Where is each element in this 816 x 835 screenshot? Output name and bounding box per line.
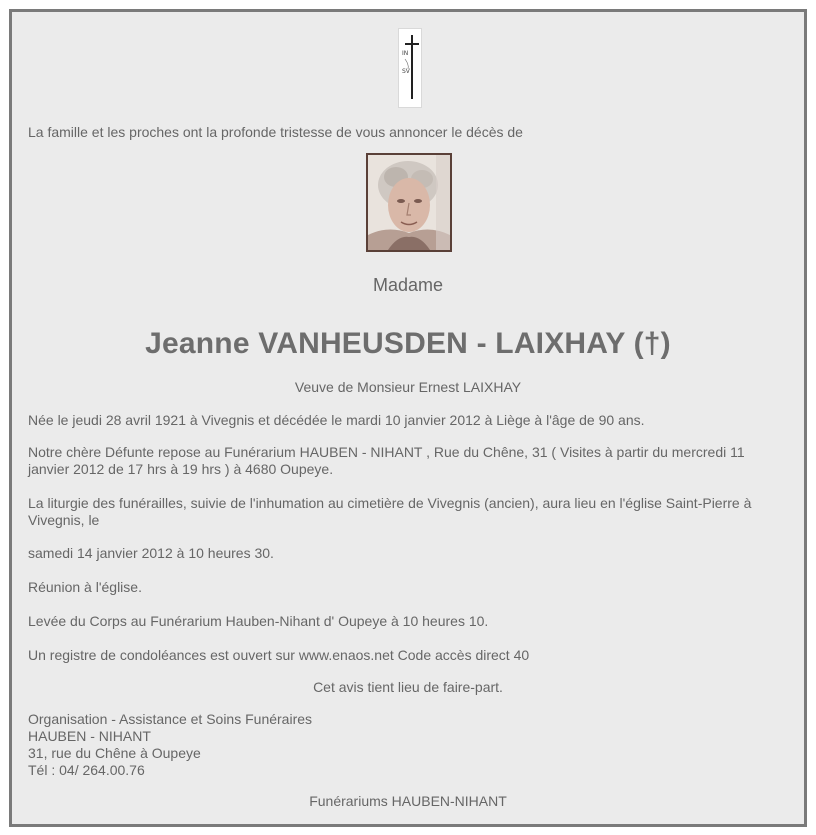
obituary-content	[12, 12, 804, 824]
salutation: Madame	[372, 275, 444, 295]
notice-text: Cet avis tient lieu de faire-part.	[313, 679, 503, 695]
widow-of-text: Veuve de Monsieur Ernest LAIXHAY	[294, 379, 522, 395]
rest-place-text: Notre chère Défunte repose au Funérarium HAUBEN - NIHANT , Rue du Chêne, 31 ( Visites à partir du mercredi 11 janvier 2012 de 17 hrs à 19 hrs ) à 4680 Oupeye.	[28, 444, 745, 477]
organisation-line-4: Tél : 04/ 264.00.76	[28, 762, 145, 778]
footer-text: Funérariums HAUBEN-NIHANT	[309, 793, 507, 809]
obituary-frame	[9, 9, 807, 827]
ceremony-date-text: samedi 14 janvier 2012 à 10 heures 30.	[28, 545, 274, 561]
portrait-graphic	[368, 155, 450, 250]
symbol-initials-bottom: SV	[402, 68, 410, 75]
organisation-line-1: Organisation - Assistance et Soins Funéraires	[28, 711, 313, 727]
symbol-initials-top: IN	[402, 50, 409, 57]
birth-death-text: Née le jeudi 28 avril 1921 à Vivegnis et décédée le mardi 10 janvier 2012 à Liège à l'âge de 90 ans.	[28, 412, 645, 428]
deceased-name: Jeanne VANHEUSDEN - LAIXHAY (†)	[145, 327, 671, 360]
cross-symbol-icon	[398, 28, 422, 108]
organisation-block	[28, 711, 788, 779]
organisation-line-2: HAUBEN - NIHANT	[28, 728, 151, 744]
meeting-text: Réunion à l'église.	[28, 579, 142, 595]
intro-text: La famille et les proches ont la profonde tristesse de vous annoncer le décès de	[28, 124, 523, 140]
portrait-photo	[366, 153, 452, 252]
condolence-register-text: Un registre de condoléances est ouvert sur www.enaos.net Code accès direct 40	[28, 647, 530, 663]
departure-text: Levée du Corps au Funérarium Hauben-Nihant d' Oupeye à 10 heures 10.	[28, 613, 489, 629]
cross-symbol-graphic	[399, 29, 421, 107]
liturgy-text: La liturgie des funérailles, suivie de l'inhumation au cimetière de Vivegnis (ancien), aura lieu en l'église Saint-Pierre à Vivegnis, le	[28, 495, 752, 528]
organisation-line-3: 31, rue du Chêne à Oupeye	[28, 745, 201, 761]
